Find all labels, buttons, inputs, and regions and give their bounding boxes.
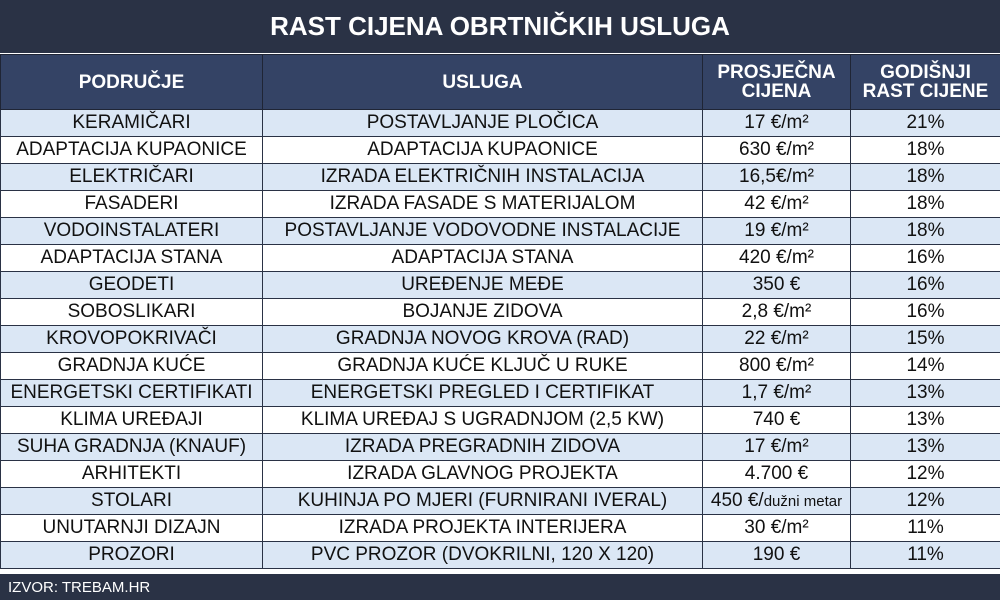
cell-area: KLIMA UREĐAJI — [1, 407, 263, 434]
cell-growth: 18% — [851, 218, 1000, 245]
cell-price: 630 €/m² — [703, 137, 851, 164]
cell-area: STOLARI — [1, 488, 263, 515]
table-row — [1, 110, 1000, 137]
cell-growth: 12% — [851, 488, 1000, 515]
cell-growth: 18% — [851, 164, 1000, 191]
cell-growth: 14% — [851, 353, 1000, 380]
cell-area: ARHITEKTI — [1, 461, 263, 488]
cell-price: 4.700 € — [703, 461, 851, 488]
cell-service: UREĐENJE MEĐE — [263, 272, 703, 299]
cell-price: 2,8 €/m² — [703, 299, 851, 326]
cell-area: ADAPTACIJA KUPAONICE — [1, 137, 263, 164]
table-row — [1, 218, 1000, 245]
table-row — [1, 137, 1000, 164]
table-row — [1, 299, 1000, 326]
cell-service: ENERGETSKI PREGLED I CERTIFIKAT — [263, 380, 703, 407]
table-row — [1, 380, 1000, 407]
cell-area: KERAMIČARI — [1, 110, 263, 137]
cell-growth: 16% — [851, 245, 1000, 272]
cell-service: GRADNJA NOVOG KROVA (RAD) — [263, 326, 703, 353]
cell-service: IZRADA GLAVNOG PROJEKTA — [263, 461, 703, 488]
table-row — [1, 488, 1000, 515]
cell-area: ELEKTRIČARI — [1, 164, 263, 191]
cell-price: 1,7 €/m² — [703, 380, 851, 407]
table-row — [1, 461, 1000, 488]
header-area: PODRUČJE — [1, 55, 263, 110]
cell-service: BOJANJE ZIDOVA — [263, 299, 703, 326]
header-price: PROSJEČNA CIJENA — [703, 55, 851, 110]
cell-service: ADAPTACIJA KUPAONICE — [263, 137, 703, 164]
cell-growth: 18% — [851, 191, 1000, 218]
cell-area: UNUTARNJI DIZAJN — [1, 515, 263, 542]
cell-service: POSTAVLJANJE VODOVODNE INSTALACIJE — [263, 218, 703, 245]
header-growth: GODIŠNJI RAST CIJENE — [851, 55, 1000, 110]
cell-price: 190 € — [703, 542, 851, 569]
cell-price: 350 € — [703, 272, 851, 299]
price-table — [0, 54, 1000, 569]
cell-price: 42 €/m² — [703, 191, 851, 218]
source-footer — [0, 574, 1000, 600]
cell-growth: 16% — [851, 272, 1000, 299]
cell-price: 30 €/m² — [703, 515, 851, 542]
cell-growth: 15% — [851, 326, 1000, 353]
cell-growth: 21% — [851, 110, 1000, 137]
source-text: IZVOR: TREBAM.HR — [8, 578, 151, 596]
table-row — [1, 326, 1000, 353]
table-row — [1, 407, 1000, 434]
cell-service: PVC PROZOR (DVOKRILNI, 120 X 120) — [263, 542, 703, 569]
table-row — [1, 515, 1000, 542]
cell-area: GEODETI — [1, 272, 263, 299]
cell-area: SOBOSLIKARI — [1, 299, 263, 326]
cell-area: ADAPTACIJA STANA — [1, 245, 263, 272]
table-row — [1, 272, 1000, 299]
table-row — [1, 434, 1000, 461]
cell-price: 420 €/m² — [703, 245, 851, 272]
table-row — [1, 245, 1000, 272]
cell-price: 17 €/m² — [703, 434, 851, 461]
cell-price: 17 €/m² — [703, 110, 851, 137]
cell-price — [703, 488, 851, 515]
cell-price: 740 € — [703, 407, 851, 434]
table-row — [1, 542, 1000, 569]
title-bar — [0, 0, 1000, 53]
cell-price: 800 €/m² — [703, 353, 851, 380]
cell-area: SUHA GRADNJA (KNAUF) — [1, 434, 263, 461]
price-value: 450 €/ — [710, 490, 764, 511]
table-row — [1, 164, 1000, 191]
cell-service: KUHINJA PO MJERI (FURNIRANI IVERAL) — [263, 488, 703, 515]
cell-growth: 13% — [851, 434, 1000, 461]
cell-area: VODOINSTALATERI — [1, 218, 263, 245]
cell-area: GRADNJA KUĆE — [1, 353, 263, 380]
cell-service: IZRADA PREGRADNIH ZIDOVA — [263, 434, 703, 461]
header-service: USLUGA — [263, 55, 703, 110]
cell-service: IZRADA ELEKTRIČNIH INSTALACIJA — [263, 164, 703, 191]
cell-growth: 13% — [851, 407, 1000, 434]
cell-service: KLIMA UREĐAJ S UGRADNJOM (2,5 KW) — [263, 407, 703, 434]
cell-area: KROVOPOKRIVAČI — [1, 326, 263, 353]
cell-price: 19 €/m² — [703, 218, 851, 245]
table-row — [1, 191, 1000, 218]
cell-service: POSTAVLJANJE PLOČICA — [263, 110, 703, 137]
cell-service: GRADNJA KUĆE KLJUČ U RUKE — [263, 353, 703, 380]
cell-growth: 16% — [851, 299, 1000, 326]
cell-area: ENERGETSKI CERTIFIKATI — [1, 380, 263, 407]
cell-growth: 12% — [851, 461, 1000, 488]
table-row — [1, 353, 1000, 380]
cell-price: 16,5€/m² — [703, 164, 851, 191]
cell-growth: 11% — [851, 515, 1000, 542]
cell-area: PROZORI — [1, 542, 263, 569]
cell-growth: 13% — [851, 380, 1000, 407]
cell-area: FASADERI — [1, 191, 263, 218]
cell-price: 22 €/m² — [703, 326, 851, 353]
cell-growth: 11% — [851, 542, 1000, 569]
table-header-row — [1, 55, 1000, 110]
cell-service: IZRADA FASADE S MATERIJALOM — [263, 191, 703, 218]
cell-service: IZRADA PROJEKTA INTERIJERA — [263, 515, 703, 542]
cell-growth: 18% — [851, 137, 1000, 164]
page-title: RAST CIJENA OBRTNIČKIH USLUGA — [270, 11, 730, 41]
cell-service: ADAPTACIJA STANA — [263, 245, 703, 272]
price-unit: dužni metar — [763, 493, 843, 510]
